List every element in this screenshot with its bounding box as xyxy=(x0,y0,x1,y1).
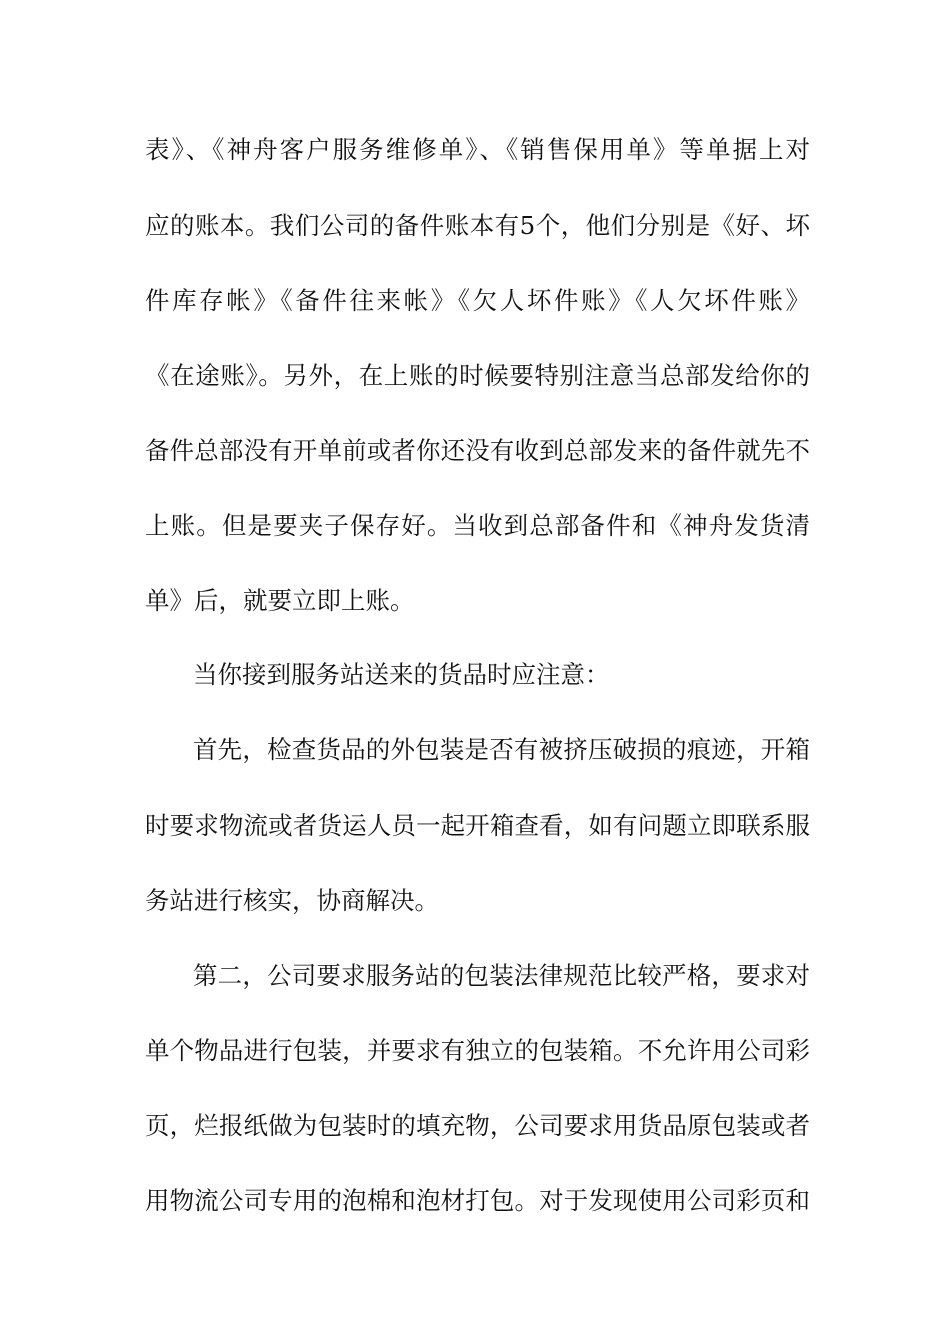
text-line: 页，烂报纸做为包装时的填充物，公司要求用货品原包装或者 xyxy=(145,1111,810,1140)
text-line: 单》后，就要立即上账。 xyxy=(145,586,415,615)
text-line: 备件总部没有开单前或者你还没有收到总部发来的备件就先不 xyxy=(145,436,810,465)
text-line: 用物流公司专用的泡棉和泡材打包。对于发现使用公司彩页和 xyxy=(145,1186,810,1215)
text-line: 时要求物流或者货运人员一起开箱查看，如有问题立即联系服 xyxy=(145,811,810,840)
text-line: 首先，检查货品的外包装是否有被挤压破损的痕迹，开箱 xyxy=(193,735,810,764)
text-line: 表》、《神舟客户服务维修单》、《销售保用单》等单据上对 xyxy=(145,135,810,164)
text-line: 当你接到服务站送来的货品时应注意： xyxy=(193,660,610,689)
text-line: 单个物品进行包装，并要求有独立的包装箱。不允许用公司彩 xyxy=(145,1036,810,1065)
text-line: 务站进行核实，协商解决。 xyxy=(145,886,439,915)
text-line: 上账。但是要夹子保存好。当收到总部备件和《神舟发货清 xyxy=(145,511,810,540)
text-line: 第二，公司要求服务站的包装法律规范比较严格，要求对 xyxy=(193,961,810,990)
text-line: 应的账本。我们公司的备件账本有5个，他们分别是《好、坏 xyxy=(145,211,810,240)
text-line: 件库存帐》《备件往来帐》《欠人坏件账》《人欠坏件账》 xyxy=(145,286,810,315)
text-line: 《在途账》。另外，在上账的时候要特别注意当总部发给你的 xyxy=(145,361,810,390)
